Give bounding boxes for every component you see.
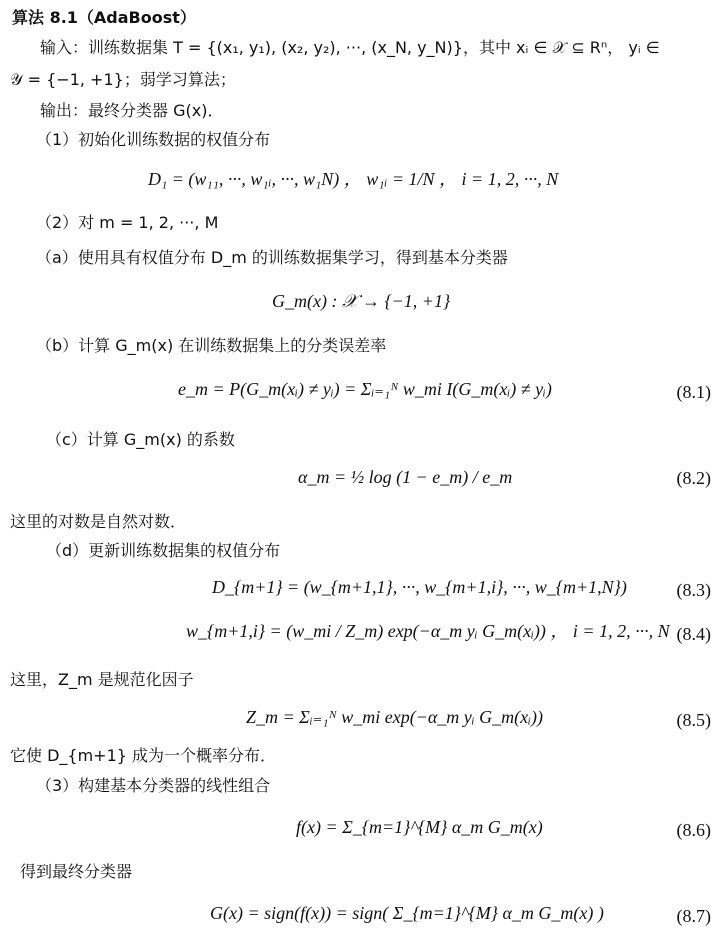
algorithm-title: 算法 8.1（AdaBoost） (12, 8, 196, 27)
input-line-1: 输入：训练数据集 T = {(x₁, y₁), (x₂, y₂), ···, (x_N, y_N)}，其中 xᵢ ∈ 𝒳 ⊆ Rⁿ， yᵢ ∈ (40, 38, 660, 57)
step-2c: （c）计算 G_m(x) 的系数 (46, 430, 235, 449)
step-3: （3）构建基本分类器的线性组合 (36, 776, 271, 795)
step-2: （2）对 m = 1, 2, ···, M (36, 213, 219, 232)
note-normalization: 这里，Z_m 是规范化因子 (10, 670, 194, 689)
equation-8-2: α_m = ½ log (1 − e_m) / e_m (298, 467, 513, 487)
equation-number-8-5: (8.5) (676, 710, 711, 730)
equation-8-7: G(x) = sign(f(x)) = sign( Σ_{m=1}^{M} α_m G_m(x) ) (210, 903, 604, 923)
note-natural-log: 这里的对数是自然对数． (10, 512, 187, 531)
final-classifier-text: 得到最终分类器 (20, 862, 133, 881)
step-2b: （b）计算 G_m(x) 在训练数据集上的分类误差率 (36, 336, 387, 355)
step-2d: （d）更新训练数据集的权值分布 (46, 541, 281, 560)
equation-number-8-4: (8.4) (676, 624, 711, 644)
equation-8-3: D_{m+1} = (w_{m+1,1}, ···, w_{m+1,i}, ···, w_{m+1,N}) (212, 577, 627, 597)
equation-gm: G_m(x) : 𝒳 → {−1, +1} (272, 291, 451, 311)
equation-number-8-1: (8.1) (676, 382, 711, 402)
equation-8-5: Z_m = Σᵢ₌₁ᴺ w_mi exp(−α_m yᵢ G_m(xᵢ)) (246, 707, 543, 727)
equation-number-8-3: (8.3) (676, 580, 711, 600)
equation-8-6: f(x) = Σ_{m=1}^{M} α_m G_m(x) (296, 817, 543, 837)
step-1: （1）初始化训练数据的权值分布 (36, 130, 271, 149)
output-line: 输出：最终分类器 G(x)． (40, 101, 224, 120)
equation-number-8-2: (8.2) (676, 468, 711, 488)
step-2a: （a）使用具有权值分布 D_m 的训练数据集学习，得到基本分类器 (36, 248, 508, 267)
equation-number-8-6: (8.6) (676, 820, 711, 840)
equation-init: D₁ = (w₁₁, ···, w₁ᵢ, ···, w₁N) ， w₁ᵢ = 1/N ， i = 1, 2, ···, N (148, 169, 559, 189)
note-probability: 它使 D_{m+1} 成为一个概率分布． (10, 746, 277, 765)
equation-8-4: w_{m+1,i} = (w_mi / Z_m) exp(−α_m yᵢ G_m(xᵢ)) ， i = 1, 2, ···, N (186, 621, 670, 641)
equation-8-1: e_m = P(G_m(xᵢ) ≠ yᵢ) = Σᵢ₌₁ᴺ w_mi I(G_m(xᵢ) ≠ yᵢ) (178, 379, 552, 399)
equation-number-8-7: (8.7) (676, 906, 711, 926)
input-line-2: 𝒴 = {−1, +1}；弱学习算法； (10, 70, 236, 89)
